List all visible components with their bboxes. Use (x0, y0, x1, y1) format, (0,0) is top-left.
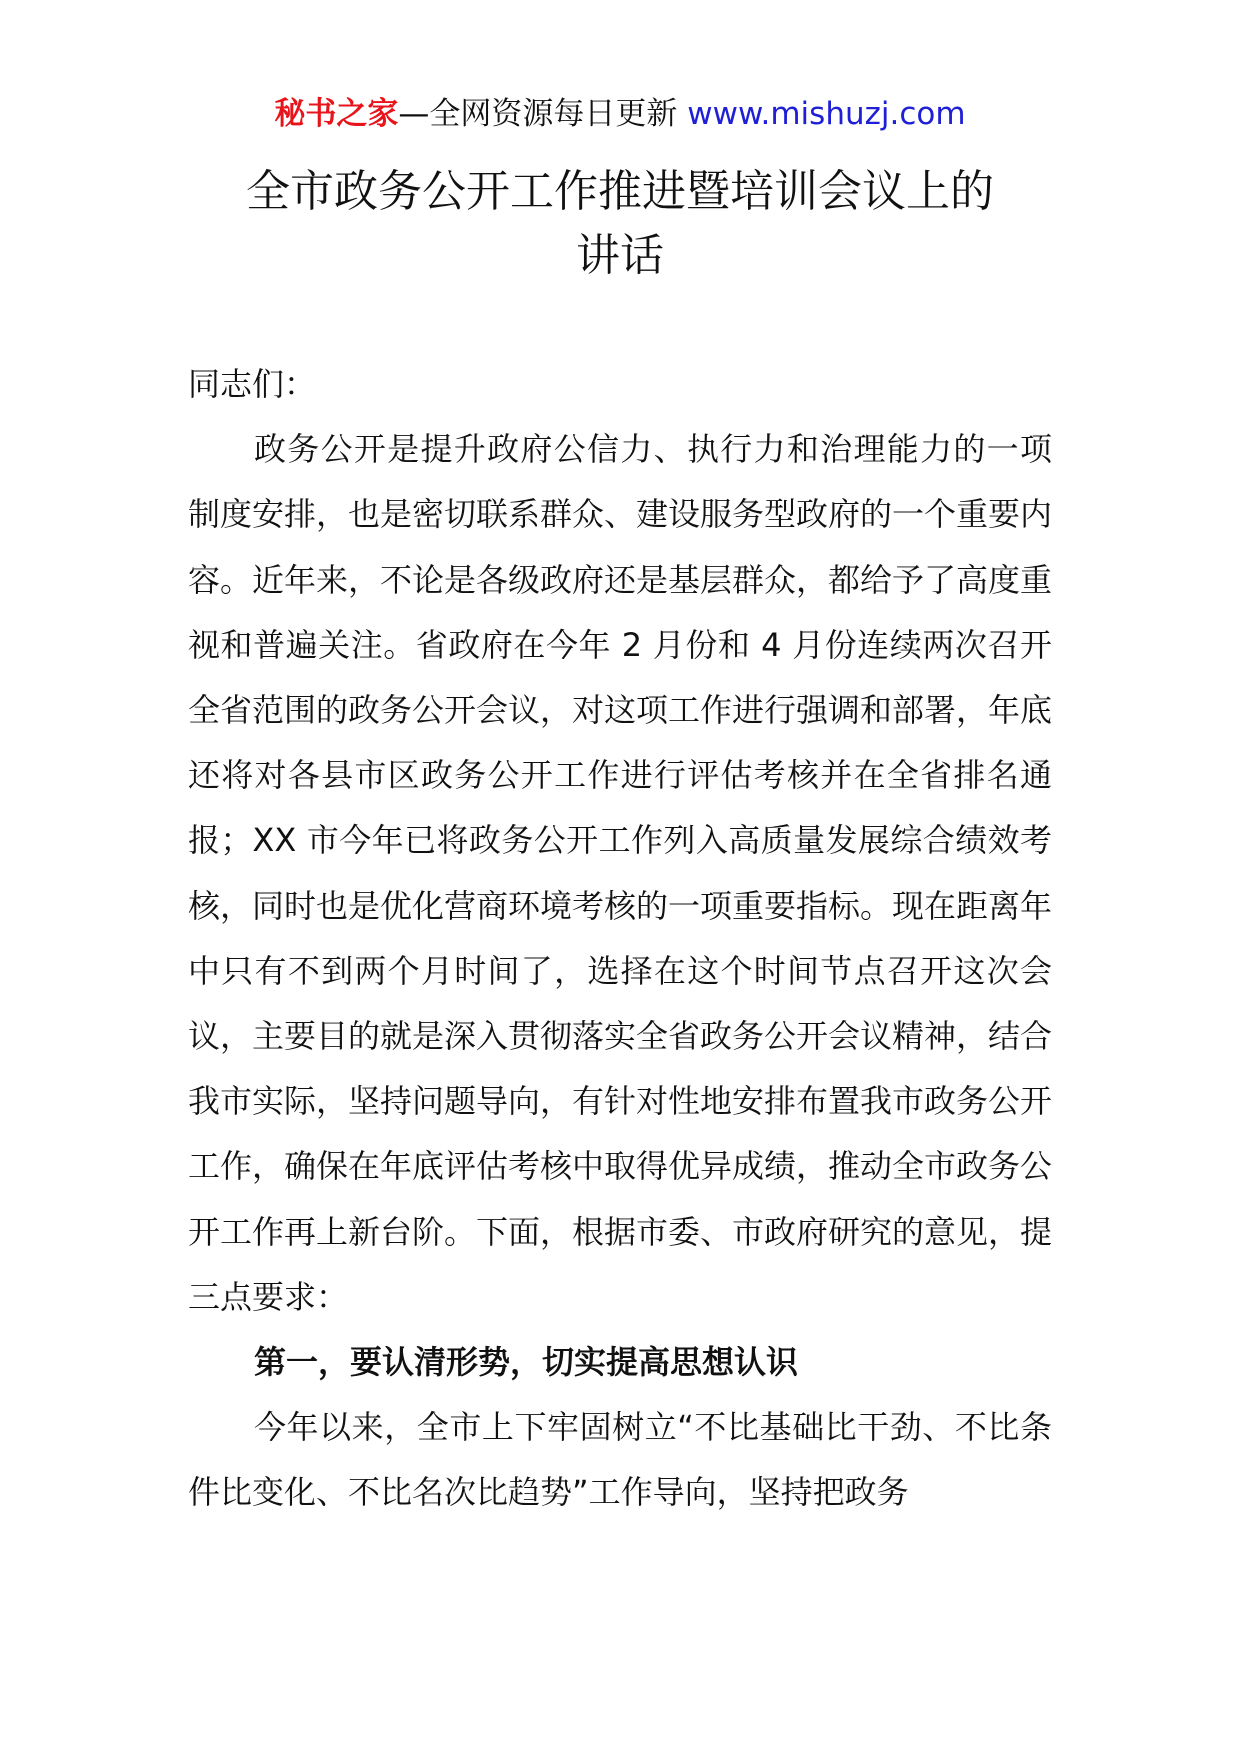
site-banner (0, 92, 1240, 136)
section-heading-1: 第一，要认清形势，切实提高思想认识 (254, 1343, 799, 1382)
body-paragraph-1: 政务公开是提升政府公信力、执行力和治理能力的一项制度安排，也是密切联系群众、建设服务型政府的一个重要内容。近年来，不论是各级政府还是基层群众，都给予了高度重视和普遍关注。省政府在今年 2 月份和 4 月份连续两次召开全省范围的政务公开会议，对这项工作进行强调和部署，年底还将对各县市区政务公开工作进行评估考核并在全省排名通报；XX 市今年已将政务公开工作列入高质量发展综合绩效考核，同时也是优化营商环境考核的一项重要指标。现在距离年中只有不到两个月时间了，选择在这个时间节点召开这次会议，主要目的就是深入贯彻落实全省政务公开会议精神，结合我市实际，坚持问题导向，有针对性地安排布置我市政务公开工作，确保在年底评估考核中取得优异成绩，推动全市政务公开工作再上新台阶。下面，根据市委、市政府研究的意见，提三点要求： (188, 430, 1053, 1316)
document-title-line-1: 全市政务公开工作推进暨培训会议上的 (246, 166, 994, 217)
site-brand-name: 秘书之家 (274, 96, 399, 132)
body-paragraph-2: 今年以来，全市上下牢固树立“不比基础比干劲、不比条件比变化、不比名次比趋势”工作导向，坚持把政务 (188, 1408, 1052, 1512)
salutation: 同志们： (188, 365, 317, 403)
document-title (180, 160, 1060, 288)
document-body (188, 352, 1052, 1526)
document-title-line-2: 讲话 (576, 230, 664, 281)
site-tagline: —全网资源每日更新 (398, 96, 688, 132)
site-url-link[interactable]: www.mishuzj.com (687, 96, 966, 132)
